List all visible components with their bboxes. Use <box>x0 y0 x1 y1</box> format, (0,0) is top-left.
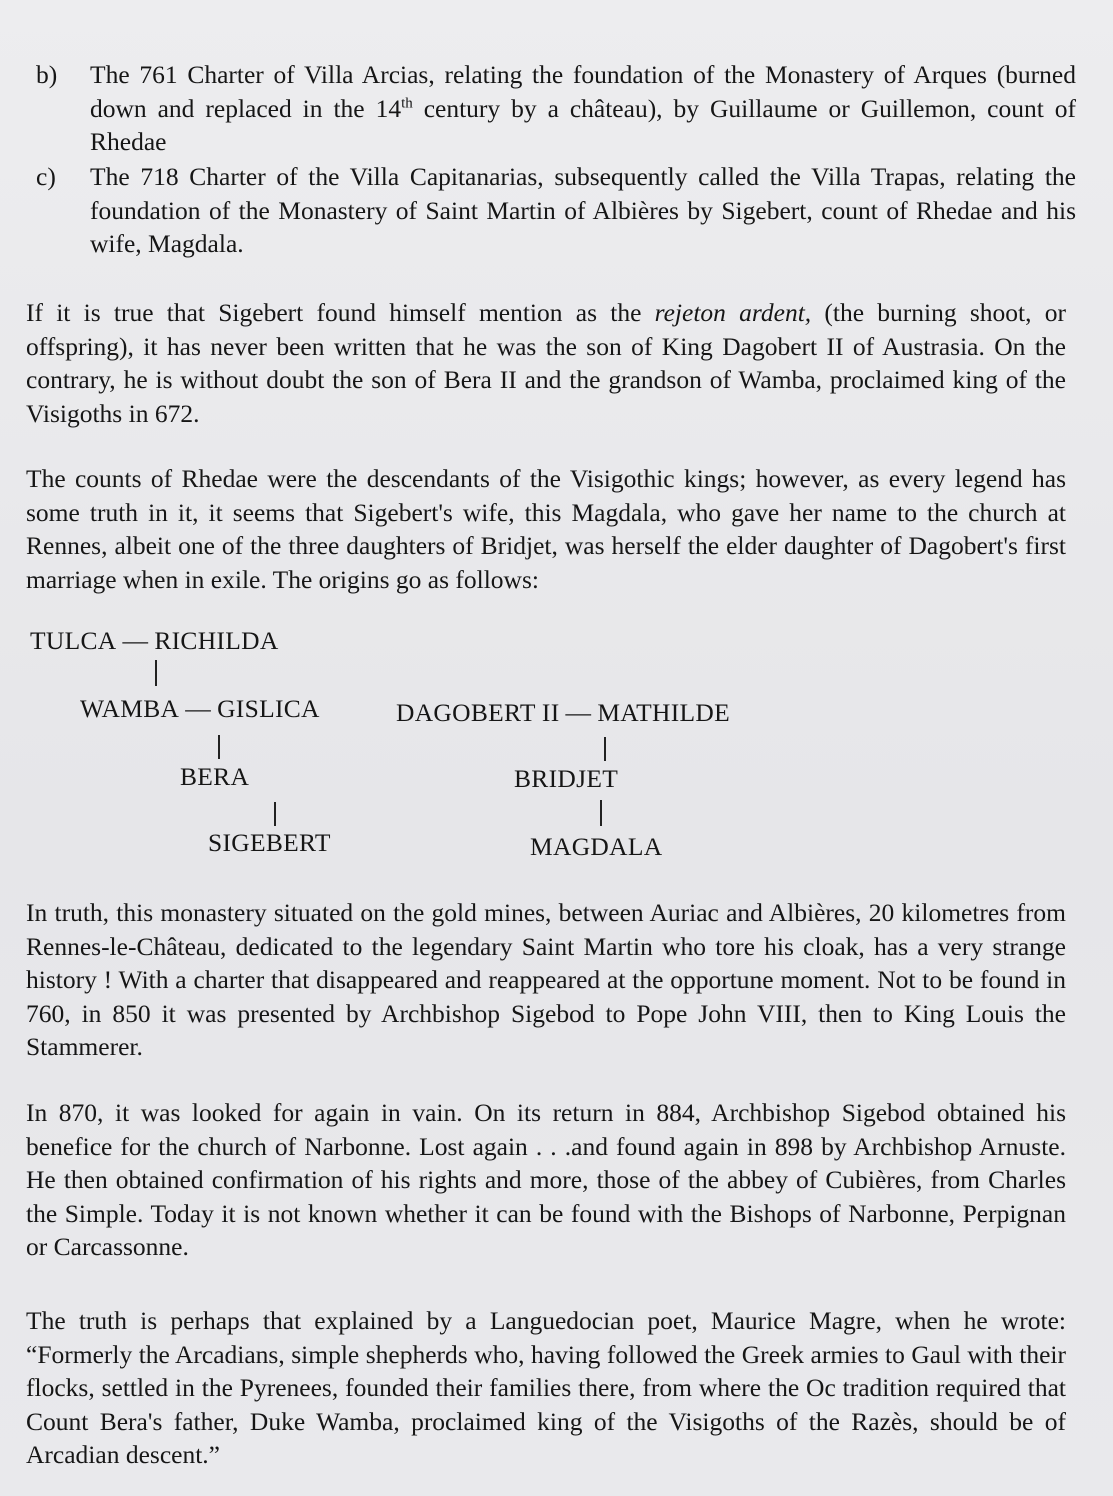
person-bera: BERA <box>180 762 250 791</box>
descent-line <box>600 800 602 826</box>
person-dagobert: DAGOBERT II <box>396 698 560 727</box>
list-item-text: The 718 Charter of the Villa Capitanarias, subsequently called the Villa Trapas, relating the foundation of the Monastery of Saint Martin of Albières by Sigebert, count of Rhedae and his wife, Magdala. <box>90 162 1076 258</box>
paragraph: If it is true that Sigebert found himself mention as the rejeton ardent, (the burning shoot, or offspring), it has never been written that he was the son of King Dagobert II of Austrasia. On the contrary, he is without doubt the son of Bera II and the grandson of Wamba, proclaimed king of the Visigoths in 672. <box>26 298 1066 428</box>
person-mathilde: MATHILDE <box>597 698 731 727</box>
descent-line <box>274 802 276 826</box>
person-sigebert: SIGEBERT <box>208 828 331 857</box>
descent-line <box>155 660 157 686</box>
paragraph: The truth is perhaps that explained by a Languedocian poet, Maurice Magre, when he wrote: “Formerly the Arcadians, simple shepherds who, having followed the Greek armies to Gaul with their flocks, settled in the Pyrenees, founded their families there, from where the Oc tradition required that Count Bera's father, Duke Wamba, proclaimed king of the Visigoths of the Razès, should be of Arcadian descent.” <box>26 1306 1066 1469</box>
genealogy-line-wamba-gislica: WAMBA — GISLICA <box>80 694 320 723</box>
person-wamba: WAMBA <box>80 694 180 723</box>
list-marker: c) <box>36 162 56 191</box>
genealogy-line-tulca-richilda: TULCA — RICHILDA <box>30 626 279 655</box>
person-gislica: GISLICA <box>217 694 320 723</box>
paragraph: The counts of Rhedae were the descendants of the Visigothic kings; however, as every legend has some truth in it, it seems that Sigebert's wife, this Magdala, who gave her name to the church at Rennes, albeit one of the three daughters of Bridjet, was herself the elder daughter of Dagobert's first marriage when in exile. The origins go as follows: <box>26 464 1066 594</box>
person-bridjet: BRIDJET <box>514 764 619 793</box>
list-marker: b) <box>36 60 58 89</box>
list-item-text: The 761 Charter of Villa Arcias, relating the foundation of the Monastery of Arques (burned down and replaced in the 14th century by a château), by Guillaume or Guillemon, count of Rhedae <box>90 60 1076 156</box>
person-magdala: MAGDALA <box>530 832 663 861</box>
person-tulca: TULCA <box>30 626 117 655</box>
descent-line <box>604 737 606 761</box>
descent-line <box>218 735 220 759</box>
genealogy-line-dagobert-mathilde: DAGOBERT II — MATHILDE <box>396 698 731 727</box>
person-richilda: RICHILDA <box>154 626 279 655</box>
paragraph: In 870, it was looked for again in vain. On its return in 884, Archbishop Sigebod obtained his benefice for the church of Narbonne. Lost again . . .and found again in 898 by Archbishop Arnuste. He then obtained confirmation of his rights and more, those of the abbey of Cubières, from Charles the Simple. Today it is not known whether it can be found with the Bishops of Narbonne, Perpignan or Carcassonne. <box>26 1098 1066 1261</box>
paragraph: In truth, this monastery situated on the gold mines, between Auriac and Albières, 20 kilometres from Rennes-le-Château, dedicated to the legendary Saint Martin who tore his cloak, has a very strange history ! With a charter that disappeared and reappeared at the opportune moment. Not to be found in 760, in 850 it was presented by Archbishop Sigebod to Pope John VIII, then to King Louis the Stammerer. <box>26 898 1066 1061</box>
